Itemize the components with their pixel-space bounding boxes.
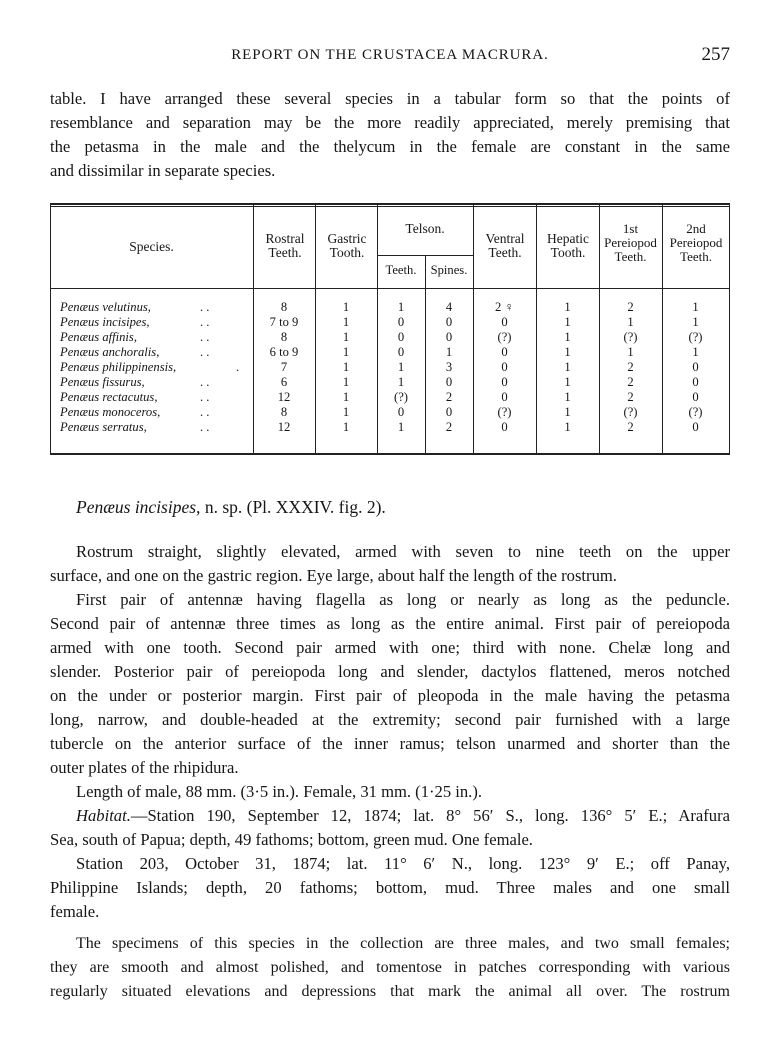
text-line: on the under or posterior margin. First pair of pleopoda in the male having the petasma — [50, 686, 730, 705]
cell-telson-teeth: 0 — [397, 405, 405, 419]
cell-telson-spines: 2 — [445, 390, 453, 404]
cell-pereiopod-1: 1 — [627, 345, 634, 359]
cell-ventral: 0 — [501, 375, 508, 389]
cell-ventral: 0 — [501, 390, 508, 404]
table-row — [50, 375, 730, 390]
species-heading — [76, 497, 386, 518]
cell-telson-spines: 4 — [445, 300, 453, 314]
species-name: Penæus serratus, — [60, 420, 147, 434]
habitat-paragraph — [50, 804, 730, 852]
cell-hepatic: 1 — [564, 345, 571, 359]
cell-pereiopod-1: 2 — [627, 390, 634, 404]
text-line: Second pair of antennæ three times as long as the entire animal. First pair of pereiopoda — [50, 614, 730, 633]
running-head-title: REPORT ON THE CRUSTACEA MACRURA. — [231, 47, 549, 63]
page-number: 257 — [701, 44, 730, 65]
cell-telson-teeth: 1 — [397, 420, 405, 434]
header-ventral: Ventral Teeth. — [485, 231, 525, 260]
text-line: they are smooth and almost polished, and tomentose in patches corresponding with various — [50, 959, 730, 976]
cell-ventral: 0 — [501, 345, 508, 359]
text-line: female. — [50, 902, 100, 921]
header-gastric: Gastric Tooth. — [327, 231, 367, 260]
cell-telson-spines: 2 — [445, 420, 453, 434]
cell-pereiopod-2: 0 — [692, 375, 699, 389]
cell-pereiopod-2: 1 — [692, 345, 699, 359]
cell-gastric: 1 — [342, 315, 350, 329]
cell-ventral: (?) — [497, 405, 512, 419]
cell-gastric: 1 — [342, 390, 350, 404]
cell-pereiopod-2: 1 — [692, 300, 699, 314]
cell-gastric: 1 — [342, 375, 350, 389]
cell-hepatic: 1 — [564, 315, 571, 329]
table-row — [50, 300, 730, 315]
cell-telson-teeth: (?) — [394, 390, 408, 404]
text-line: regularly situated elevations and depressions that mark the animal all over. The rostrum — [50, 983, 730, 1000]
running-head — [50, 44, 730, 66]
cell-ventral: 2 ♀ — [495, 300, 514, 314]
species-heading-rest: n. sp. (Pl. XXXIV. fig. 2). — [200, 497, 386, 517]
cell-telson-teeth: 1 — [397, 375, 405, 389]
cell-telson-spines: 0 — [445, 315, 453, 329]
cell-telson-spines: 0 — [445, 330, 453, 344]
leader-dots: . — [236, 360, 240, 374]
text-line: long, narrow, and double-headed at the extremity; second pair furnished with a large — [50, 710, 730, 729]
cell-rostral: 8 — [280, 330, 288, 344]
leader-dots: . . — [200, 405, 210, 419]
length-paragraph — [50, 780, 730, 804]
leader-dots: . . — [200, 390, 210, 404]
cell-gastric: 1 — [342, 345, 350, 359]
cell-rostral: 8 — [280, 300, 288, 314]
text-line — [50, 804, 730, 828]
cell-pereiopod-1: 1 — [627, 315, 634, 329]
cell-telson-teeth: 1 — [397, 360, 405, 374]
cell-pereiopod-1: (?) — [623, 405, 638, 419]
text-line: Length of male, 88 mm. (3·5 in.). Female, 31 mm. (1·25 in.). — [76, 782, 483, 801]
table-row — [50, 330, 730, 345]
leader-dots: . . — [200, 330, 210, 344]
text-line: Philippine Islands; depth, 20 fathoms; bottom, mud. Three males and one small — [50, 878, 730, 897]
cell-pereiopod-1: 2 — [627, 375, 634, 389]
header-pereiopod-1: 1st Pereiopod Teeth. — [604, 221, 657, 264]
cell-hepatic: 1 — [564, 420, 571, 434]
cell-hepatic: 1 — [564, 360, 571, 374]
text-line: The specimens of this species in the collection are three males, and two small females; — [76, 935, 730, 952]
text-line: Station 203, October 31, 1874; lat. 11° 6′ N., long. 123° 9′ E.; off Panay, — [76, 854, 730, 873]
text-line: and dissimilar in separate species. — [50, 161, 276, 180]
cell-ventral: 0 — [501, 420, 508, 434]
station-paragraph — [50, 852, 730, 924]
text-line: Rostrum straight, slightly elevated, armed with seven to nine teeth on the upper — [76, 542, 730, 561]
text-line: slender. Posterior pair of pereiopoda long and slender, dactylos flattened, meros notched — [50, 662, 730, 681]
header-species: Species. — [129, 239, 174, 254]
cell-telson-spines: 0 — [445, 405, 453, 419]
cell-telson-teeth: 1 — [397, 300, 405, 314]
cell-rostral: 6 to 9 — [269, 345, 299, 359]
text-line: surface, and one on the gastric region. Eye large, about half the length of the rostrum. — [50, 566, 617, 585]
species-heading-name: Penæus incisipes, — [76, 497, 201, 517]
cell-rostral: 12 — [277, 390, 291, 404]
cell-pereiopod-1: 2 — [627, 420, 634, 434]
table-row — [50, 420, 730, 435]
cell-telson-spines: 3 — [445, 360, 453, 374]
leader-dots: . . — [200, 300, 210, 314]
cell-pereiopod-1: 2 — [627, 300, 634, 314]
species-name: Penæus incisipes, — [60, 315, 150, 329]
description-paragraph-1 — [50, 540, 730, 588]
cell-rostral: 12 — [277, 420, 291, 434]
cell-hepatic: 1 — [564, 390, 571, 404]
text-line: Sea, south of Papua; depth, 49 fathoms; bottom, green mud. One female. — [50, 830, 533, 849]
intro-paragraph — [50, 87, 730, 183]
species-name: Penæus rectacutus, — [60, 390, 158, 404]
cell-rostral: 8 — [280, 405, 288, 419]
table-row — [50, 405, 730, 420]
cell-rostral: 6 — [280, 375, 288, 389]
species-name: Penæus philippinensis, — [60, 360, 177, 374]
species-name: Penæus affinis, — [60, 330, 137, 344]
cell-pereiopod-2: 0 — [692, 390, 699, 404]
cell-pereiopod-2: 0 — [692, 420, 699, 434]
cell-hepatic: 1 — [564, 375, 571, 389]
cell-rostral: 7 — [280, 360, 288, 374]
table-row — [50, 345, 730, 360]
cell-pereiopod-1: 2 — [627, 360, 634, 374]
cell-gastric: 1 — [342, 330, 350, 344]
header-telson-teeth: Teeth. — [385, 263, 417, 277]
cell-pereiopod-2: (?) — [688, 405, 703, 419]
cell-gastric: 1 — [342, 300, 350, 314]
cell-gastric: 1 — [342, 360, 350, 374]
cell-hepatic: 1 — [564, 300, 571, 314]
cell-hepatic: 1 — [564, 330, 571, 344]
habitat-label: Habitat. — [76, 806, 131, 825]
cell-hepatic: 1 — [564, 405, 571, 419]
description-paragraph-2 — [50, 588, 730, 780]
text-line: the petasma in the male and the thelycum in the female are constant in the same — [50, 137, 730, 156]
cell-telson-teeth: 0 — [397, 330, 405, 344]
species-name: Penæus anchoralis, — [60, 345, 160, 359]
species-name: Penæus monoceros, — [60, 405, 161, 419]
header-hepatic: Hepatic Tooth. — [547, 231, 589, 260]
cell-telson-teeth: 0 — [397, 315, 405, 329]
table-row — [50, 360, 730, 375]
final-paragraph — [50, 932, 730, 1004]
cell-gastric: 1 — [342, 420, 350, 434]
cell-gastric: 1 — [342, 405, 350, 419]
header-telson: Telson. — [405, 221, 445, 236]
text-line: First pair of antennæ having flagella as long or nearly as long as the peduncle. — [76, 590, 730, 609]
table-row — [50, 315, 730, 330]
cell-pereiopod-1: (?) — [623, 330, 638, 344]
cell-ventral: (?) — [497, 330, 512, 344]
leader-dots: . . — [200, 375, 210, 389]
header-telson-spines: Spines. — [430, 263, 468, 277]
table-row — [50, 390, 730, 405]
leader-dots: . . — [200, 420, 210, 434]
cell-ventral: 0 — [501, 360, 508, 374]
text-line: armed with one tooth. Second pair armed with one; third with none. Chelæ long and — [50, 638, 730, 657]
habitat-text: —Station 190, September 12, 1874; lat. 8° 56′ S., long. 136° 5′ E.; Arafura — [130, 806, 730, 825]
header-pereiopod-2: 2nd Pereiopod Teeth. — [669, 221, 723, 264]
species-name: Penæus velutinus, — [60, 300, 151, 314]
species-table — [50, 203, 730, 455]
text-line: tubercle on the anterior surface of the inner ramus; telson unarmed and shorter than the — [50, 734, 730, 753]
cell-rostral: 7 to 9 — [269, 315, 299, 329]
leader-dots: . . — [200, 345, 210, 359]
cell-ventral: 0 — [501, 315, 508, 329]
cell-telson-teeth: 0 — [397, 345, 405, 359]
leader-dots: . . — [200, 315, 210, 329]
cell-pereiopod-2: 1 — [692, 315, 699, 329]
text-line: outer plates of the rhipidura. — [50, 758, 239, 777]
cell-pereiopod-2: (?) — [688, 330, 703, 344]
species-name: Penæus fissurus, — [60, 375, 145, 389]
cell-telson-spines: 1 — [445, 345, 453, 359]
text-line: table. I have arranged these several species in a tabular form so that the points of — [50, 89, 730, 108]
header-rostral: Rostral Teeth. — [265, 231, 305, 260]
text-line: resemblance and separation may be the more readily appreciated, merely premising that — [50, 113, 730, 132]
cell-telson-spines: 0 — [445, 375, 453, 389]
cell-pereiopod-2: 0 — [692, 360, 699, 374]
